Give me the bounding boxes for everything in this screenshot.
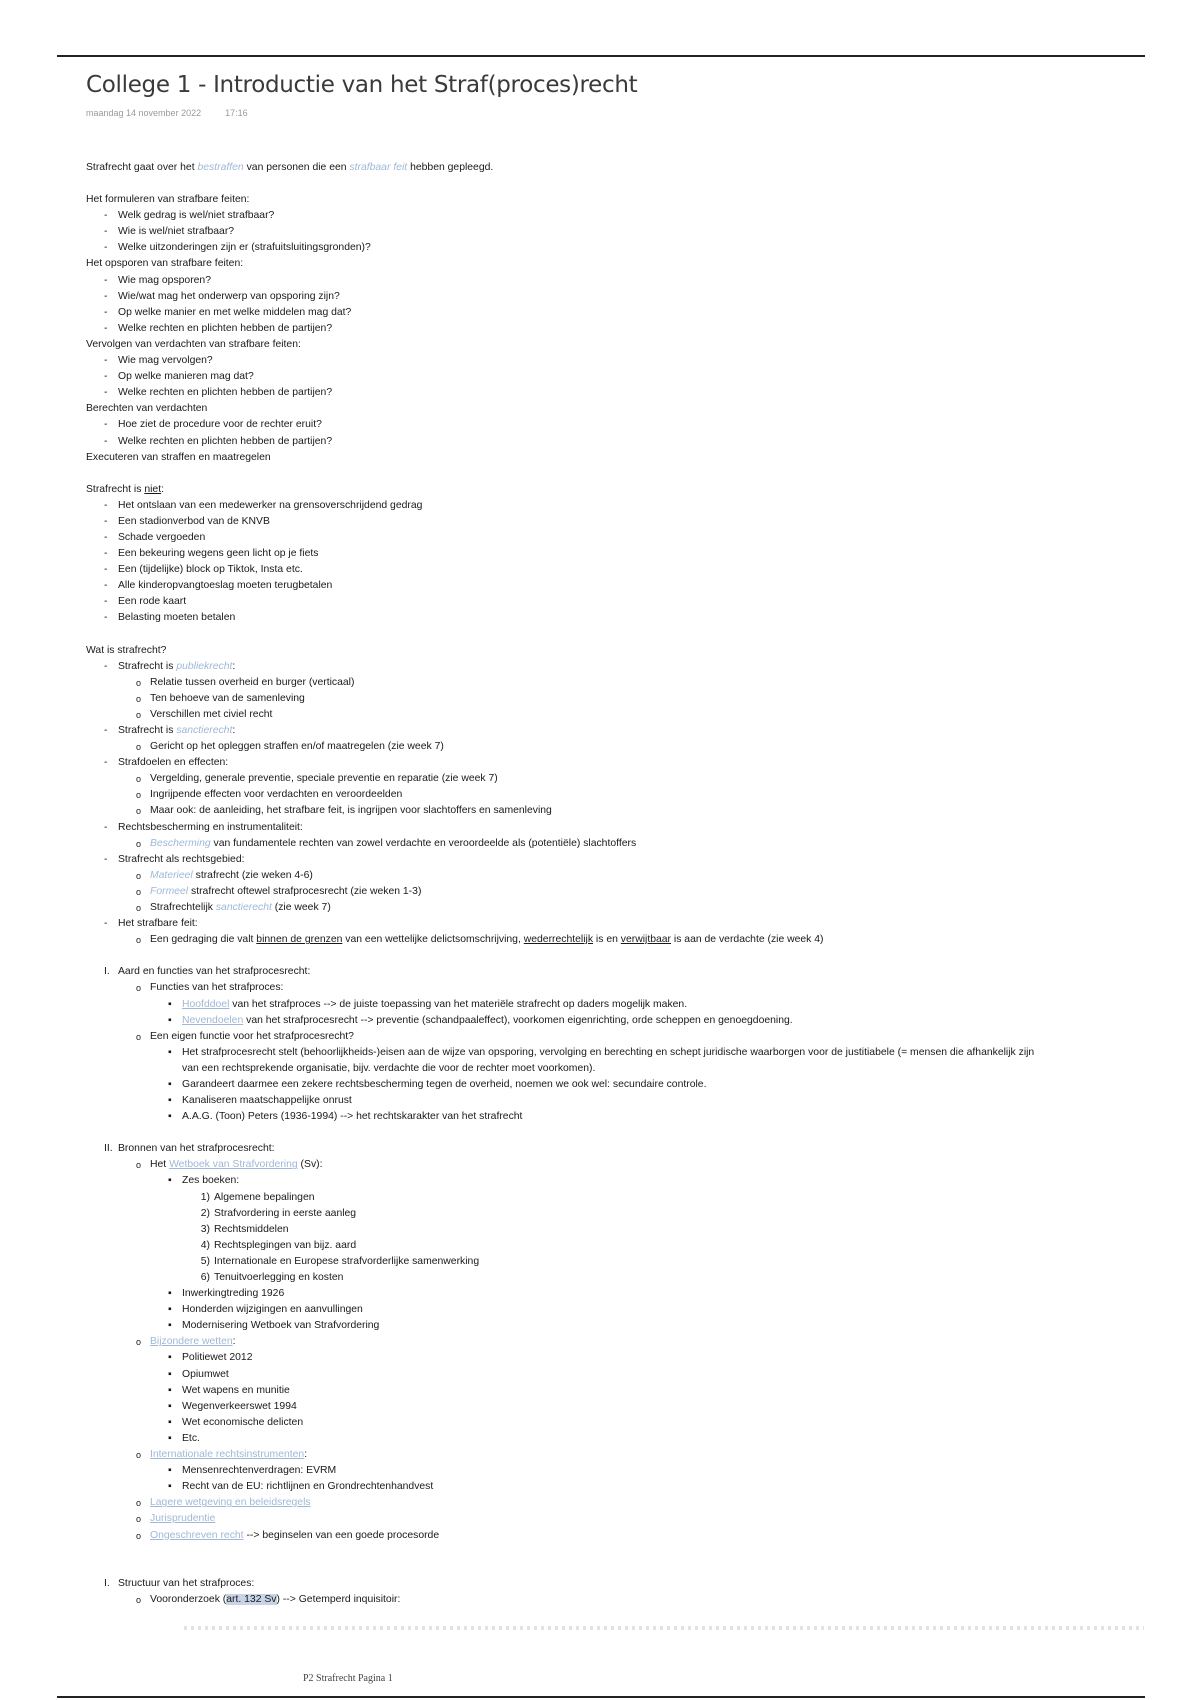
text-span: van het strafproces --> de juiste toepassing van het materiële strafrecht op daders mogelijk maken. [229, 998, 688, 1010]
list-item [86, 434, 1186, 450]
text-span: van een wettelijke delictsomschrijving, [342, 934, 524, 946]
text-span: Belasting moeten betalen [118, 612, 236, 624]
list-item [86, 514, 1186, 530]
bullet-marker: ▪ [168, 1304, 172, 1316]
list-item [86, 546, 1186, 562]
list-item [86, 208, 1186, 224]
text-span: Strafrecht gaat over het [86, 162, 198, 173]
bullet-marker: o [136, 742, 142, 753]
list-item [86, 1528, 1186, 1544]
note-date: maandag 14 november 2022 [86, 108, 202, 118]
list-item [86, 1495, 1186, 1511]
list-item [86, 1367, 1186, 1383]
list-item [86, 1173, 1186, 1189]
list-item [86, 723, 1186, 739]
list-item [86, 1383, 1186, 1399]
list-item [86, 594, 1186, 610]
text-span: Recht van de EU: richtlijnen en Grondrechtenhandvest [182, 1481, 434, 1493]
term-link[interactable]: Bijzondere wetten [150, 1336, 233, 1348]
list-item [86, 1190, 1186, 1206]
text-span: Welke rechten en plichten hebben de partijen? [118, 322, 333, 334]
bullet-marker: - [104, 515, 108, 527]
bullet-marker: - [104, 387, 108, 399]
bullet-marker: o [136, 1337, 142, 1348]
list-item [86, 1350, 1186, 1366]
paragraph [86, 256, 1186, 272]
term-link[interactable]: publiekrecht [176, 660, 233, 672]
bullet-marker: - [104, 821, 108, 833]
text-span: Aard en functies van het strafprocesrecht: [118, 966, 311, 978]
text-span: Wie is wel/niet strafbaar? [118, 226, 235, 238]
list-item [86, 1399, 1186, 1415]
faded-continuation-line [184, 1626, 1144, 1630]
bullet-marker: - [104, 242, 108, 254]
bottom-rule [57, 1696, 1145, 1698]
text-span: Inwerkingtreding 1926 [182, 1288, 285, 1300]
bullet-marker: 6) [200, 1272, 210, 1283]
list-item [86, 820, 1186, 836]
text-span: Politiewet 2012 [182, 1352, 253, 1364]
list-item [86, 417, 1186, 433]
highlighted-text: art. 132 Sv [226, 1593, 277, 1605]
paragraph [86, 450, 1186, 466]
text-span: Internationale en Europese strafvorderlijke samenwerking [214, 1255, 480, 1267]
text-span: Mensenrechtenverdragen: EVRM [182, 1465, 337, 1477]
text-span: Welk gedrag is wel/niet strafbaar? [118, 210, 275, 222]
list-item [86, 1479, 1186, 1495]
bullet-marker: o [136, 677, 142, 688]
bullet-marker: ▪ [168, 1400, 172, 1412]
list-item [86, 755, 1186, 771]
text-span: Wie mag vervolgen? [118, 355, 213, 367]
list-item [86, 1511, 1186, 1527]
bullet-marker: ▪ [168, 1320, 172, 1332]
bullet-marker: ▪ [168, 1416, 172, 1428]
text-span: Alle kinderopvangtoeslag moeten terugbetalen [118, 580, 333, 592]
text-span: : [161, 483, 164, 495]
text-span: Strafdoelen en effecten: [118, 757, 229, 769]
bullet-marker: o [136, 1594, 142, 1605]
list-item [86, 530, 1186, 546]
bullet-marker: - [104, 612, 108, 624]
list-item [86, 1286, 1186, 1302]
bullet-marker: o [136, 886, 142, 897]
text-span: Berechten van verdachten [86, 403, 208, 415]
bullet-marker: - [104, 355, 108, 367]
text-span: strafrecht (zie weken 4-6) [192, 869, 313, 881]
text-span: Kanaliseren maatschappelijke onrust [182, 1095, 352, 1107]
term-link[interactable]: Nevendoelen [182, 1014, 244, 1026]
list-item [86, 610, 1186, 626]
text-span: Maar ook: de aanleiding, het strafbare feit, is ingrijpen voor slachtoffers en samenleving [150, 805, 552, 817]
list-item [86, 659, 1186, 675]
blank-line [86, 1560, 1186, 1576]
paragraph [86, 192, 1186, 208]
bullet-marker: - [104, 210, 108, 222]
list-item [86, 900, 1186, 916]
term-link[interactable]: Ongeschreven recht [150, 1529, 244, 1541]
bullet-marker: o [136, 1530, 142, 1541]
bullet-marker: o [136, 790, 142, 801]
list-item [86, 691, 1186, 707]
text-span: Vooronderzoek ( [150, 1593, 227, 1605]
bullet-marker: - [104, 660, 108, 672]
bullet-marker: o [136, 983, 142, 994]
text-span: Wat is strafrecht? [86, 644, 167, 656]
list-item [86, 771, 1186, 787]
text-span: Strafrecht is [86, 483, 145, 495]
blank-line [86, 627, 1186, 643]
text-span: Opiumwet [182, 1368, 229, 1380]
bullet-marker: - [104, 290, 108, 302]
note-body [86, 160, 1186, 1608]
paragraph [86, 482, 1186, 498]
list-item [86, 1206, 1186, 1222]
note-time: 17:16 [225, 108, 248, 118]
term-link[interactable]: Jurisprudentie [150, 1513, 216, 1525]
list-item [86, 1238, 1186, 1254]
text-span: Gericht op het opleggen straffen en/of maatregelen (zie week 7) [150, 741, 444, 753]
text-span: Strafrecht is [118, 660, 177, 672]
bullet-marker: ▪ [168, 1352, 172, 1364]
bullet-marker: o [136, 693, 142, 704]
list-item [86, 1592, 1186, 1608]
bullet-marker: o [136, 903, 142, 914]
list-item [86, 803, 1186, 819]
text-span: Het ontslaan van een medewerker na grensoverschrijdend gedrag [118, 499, 423, 511]
blank-line [86, 1544, 1186, 1560]
list-item [86, 1077, 1186, 1093]
text-span: Een bekeuring wegens geen licht op je fiets [118, 548, 319, 560]
text-span: Strafrecht is [118, 725, 177, 736]
text-span: Wie mag opsporen? [118, 274, 211, 286]
text-span: (Sv): [297, 1159, 323, 1171]
list-item [86, 1109, 1186, 1125]
bullet-marker: - [104, 322, 108, 334]
bullet-marker: ▪ [168, 1078, 172, 1090]
term-link[interactable]: Wetboek van Strafvordering [169, 1159, 298, 1171]
text-span: Ingrijpende effecten voor verdachten en veroordeelden [150, 789, 403, 801]
bullet-marker: o [136, 870, 142, 881]
text-span: verwijtbaar [620, 934, 672, 946]
term-link[interactable]: Formeel [150, 885, 189, 897]
list-item [86, 305, 1186, 321]
text-span: Een rode kaart [118, 596, 187, 608]
list-item [86, 787, 1186, 803]
text-span: Rechtsplegingen van bijz. aard [214, 1239, 357, 1251]
text-span: Vervolgen van verdachten van strafbare feiten: [86, 338, 301, 350]
text-span: Het [150, 1159, 170, 1171]
list-item [86, 1415, 1186, 1431]
blank-line [86, 948, 1186, 964]
list-item [86, 980, 1186, 996]
text-span: Honderden wijzigingen en aanvullingen [182, 1304, 363, 1316]
list-item [86, 1463, 1186, 1479]
bullet-marker: 4) [200, 1239, 210, 1251]
list-item [86, 369, 1186, 385]
list-item [86, 1334, 1186, 1350]
text-span: Wie/wat mag het onderwerp van opsporing zijn? [118, 290, 340, 302]
bullet-marker: o [136, 838, 142, 849]
text-span: Wegenverkeerswet 1994 [182, 1400, 297, 1412]
text-span: Een gedraging die valt [150, 934, 257, 946]
term-link[interactable]: Internationale rechtsinstrumenten [150, 1449, 305, 1461]
list-item [86, 868, 1186, 884]
text-span: hebben gepleegd. [407, 162, 494, 173]
term-link[interactable]: sanctierecht [215, 902, 272, 914]
text-span: Relatie tussen overheid en burger (verticaal) [150, 676, 355, 688]
text-span: van een rechtsprekende organisatie, bijv. verdachte die voor de rechter moet voorkomen). [182, 1062, 596, 1074]
bullet-marker: - [104, 548, 108, 560]
list-item [86, 1254, 1186, 1270]
bullet-marker: ▪ [168, 1288, 172, 1300]
text-span: Hoe ziet de procedure voor de rechter eruit? [118, 419, 322, 431]
text-span: wederrechtelijk [523, 934, 594, 946]
text-span: Op welke manier en met welke middelen mag dat? [118, 306, 352, 318]
list-item [86, 836, 1186, 852]
list-item [86, 289, 1186, 305]
text-span: Zes boeken: [182, 1175, 240, 1187]
text-span: van het strafprocesrecht --> preventie (schandpaaleffect), voorkomen eigenrichting, orde scheppen en genoegdoening. [243, 1014, 793, 1026]
blank-line [86, 1125, 1186, 1141]
bullet-marker: ▪ [168, 1384, 172, 1396]
bullet-marker: - [104, 274, 108, 286]
text-span: ) --> Getemperd inquisitoir: [276, 1593, 401, 1605]
list-item [86, 675, 1186, 691]
bullet-marker: - [104, 226, 108, 238]
bullet-marker: - [104, 531, 108, 543]
text-span: Strafrechtelijk [150, 902, 216, 914]
text-span: : [232, 1336, 236, 1348]
bullet-marker: - [104, 564, 108, 576]
list-item [86, 1431, 1186, 1447]
bullet-marker: ▪ [168, 1046, 172, 1058]
bullet-marker: I. [104, 966, 110, 978]
paragraph [86, 643, 1186, 659]
text-span: Het opsporen van strafbare feiten: [86, 258, 244, 270]
text-span: Op welke manieren mag dat? [118, 371, 254, 383]
list-item [86, 1576, 1186, 1592]
text-span: : [304, 1449, 308, 1461]
text-span: Verschillen met civiel recht [150, 708, 273, 720]
bullet-marker: - [104, 596, 108, 608]
text-span: Algemene bepalingen [214, 1191, 315, 1203]
term-link[interactable]: Hoofddoel [182, 998, 230, 1010]
bullet-marker: - [104, 306, 108, 318]
bullet-marker: - [104, 419, 108, 431]
bullet-marker: 1) [200, 1191, 210, 1203]
text-span: Welke uitzonderingen zijn er (strafuitsluitingsgronden)? [118, 242, 371, 254]
top-rule [57, 55, 1145, 57]
bullet-marker: ▪ [168, 1175, 172, 1187]
text-span: is aan de verdachte (zie week 4) [671, 934, 824, 946]
list-item [86, 1447, 1186, 1463]
list-item [86, 224, 1186, 240]
text-span: binnen de grenzen [256, 934, 343, 946]
list-item [86, 932, 1186, 948]
text-span: : [232, 660, 236, 672]
text-span: van fundamentele rechten van zowel verdachte en veroordeelde als (potentiële) slachtoffers [210, 837, 637, 849]
text-span: Tenuitvoerlegging en kosten [214, 1272, 344, 1283]
bullet-marker: ▪ [168, 1368, 172, 1380]
bullet-marker: o [136, 709, 142, 720]
text-span: Ten behoeve van de samenleving [150, 692, 305, 704]
list-item [86, 353, 1186, 369]
list-item [86, 1270, 1186, 1286]
bullet-marker: o [136, 1450, 142, 1461]
text-span: Welke rechten en plichten hebben de partijen? [118, 387, 333, 399]
list-item [86, 273, 1186, 289]
bullet-marker: ▪ [168, 998, 172, 1010]
list-item [86, 1013, 1186, 1029]
bullet-marker: 3) [200, 1223, 210, 1235]
term-link[interactable]: sanctierecht [176, 725, 233, 736]
text-span: Schade vergoeden [118, 531, 206, 543]
text-span: Vergelding, generale preventie, speciale preventie en reparatie (zie week 7) [150, 773, 498, 785]
list-item [86, 1045, 1186, 1061]
list-item [86, 240, 1186, 256]
text-span: Wet economische delicten [182, 1416, 304, 1428]
text-span: is en [593, 934, 621, 946]
text-span: Een stadionverbod van de KNVB [118, 515, 270, 527]
list-item [86, 707, 1186, 723]
bullet-marker: - [104, 757, 108, 769]
paragraph [86, 337, 1186, 353]
text-span: Etc. [182, 1432, 200, 1444]
text-span: A.A.G. (Toon) Peters (1936-1994) --> het rechtskarakter van het strafrecht [182, 1111, 523, 1123]
bullet-marker: - [104, 435, 108, 447]
blank-line [86, 176, 1186, 192]
text-span: (zie week 7) [271, 902, 331, 914]
page-title: College 1 - Introductie van het Straf(proces)recht [86, 72, 638, 98]
bullet-marker: - [104, 725, 108, 736]
list-item [86, 1061, 1186, 1077]
text-span: Het formuleren van strafbare feiten: [86, 194, 250, 206]
bullet-marker: o [136, 806, 142, 817]
text-span: van personen die een [243, 162, 350, 173]
list-item [86, 1029, 1186, 1045]
text-span: Garandeert daarmee een zekere rechtsbescherming tegen de overheid, noemen we ook wel: secundaire controle. [182, 1078, 707, 1090]
text-span: : [232, 725, 236, 736]
bullet-marker: ▪ [168, 1095, 172, 1107]
bullet-marker: - [104, 918, 108, 930]
bullet-marker: o [136, 935, 142, 946]
list-item [86, 1141, 1186, 1157]
bullet-marker: o [136, 1160, 142, 1171]
text-span: niet [144, 483, 162, 495]
bullet-marker: - [104, 853, 108, 865]
bullet-marker: - [104, 371, 108, 383]
text-span: Het strafbare feit: [118, 918, 198, 930]
blank-line [86, 466, 1186, 482]
text-span: Wet wapens en munitie [182, 1384, 290, 1396]
bullet-marker: 5) [200, 1255, 210, 1267]
text-span: Rechtsbescherming en instrumentaliteit: [118, 821, 303, 833]
text-span: strafrecht oftewel strafprocesrecht (zie weken 1-3) [188, 885, 422, 897]
bullet-marker: ▪ [168, 1465, 172, 1477]
bullet-marker: - [104, 499, 108, 511]
note-meta [86, 108, 248, 118]
text-span: Strafvordering in eerste aanleg [214, 1207, 357, 1219]
text-span: Modernisering Wetboek van Strafvordering [182, 1320, 380, 1332]
paragraph [86, 401, 1186, 417]
text-span: Strafrecht als rechtsgebied: [118, 853, 245, 865]
text-span: Een eigen functie voor het strafprocesrecht? [150, 1030, 354, 1042]
text-span: Rechtsmiddelen [214, 1223, 289, 1235]
term-link[interactable]: Materieel [150, 869, 193, 881]
bullet-marker: o [136, 1514, 142, 1525]
bullet-marker: o [136, 774, 142, 785]
list-item [86, 385, 1186, 401]
list-item [86, 884, 1186, 900]
list-item [86, 1093, 1186, 1109]
bullet-marker: ▪ [168, 1111, 172, 1123]
bullet-marker: ▪ [168, 1481, 172, 1493]
list-item [86, 1157, 1186, 1173]
text-span: Structuur van het strafproces: [118, 1577, 255, 1589]
text-span: Welke rechten en plichten hebben de partijen? [118, 435, 333, 447]
list-item [86, 852, 1186, 868]
text-span: Het strafprocesrecht stelt (behoorlijkheids-)eisen aan de wijze van opsporing, vervolging en berechting en schept juridische waarborgen voor de justitiabele (= mensen die afhankelijk zijn [182, 1046, 1035, 1058]
list-item [86, 578, 1186, 594]
list-item [86, 498, 1186, 514]
paragraph [86, 160, 1186, 176]
bullet-marker: ▪ [168, 1014, 172, 1026]
bullet-marker: II. [104, 1143, 113, 1155]
list-item [86, 562, 1186, 578]
text-span: Executeren van straffen en maatregelen [86, 451, 271, 463]
bullet-marker: I. [104, 1577, 110, 1589]
list-item [86, 997, 1186, 1013]
list-item [86, 1302, 1186, 1318]
list-item [86, 1222, 1186, 1238]
bullet-marker: ▪ [168, 1432, 172, 1444]
term-link[interactable]: Bescherming [150, 837, 211, 849]
list-item [86, 916, 1186, 932]
bullet-marker: o [136, 1498, 142, 1509]
list-item [86, 321, 1186, 337]
bullet-marker: - [104, 580, 108, 592]
text-span: Functies van het strafproces: [150, 982, 284, 994]
list-item [86, 739, 1186, 755]
list-item [86, 964, 1186, 980]
term-link[interactable]: strafbaar feit [349, 162, 408, 173]
bullet-marker: 2) [200, 1207, 210, 1219]
text-span: Bronnen van het strafprocesrecht: [118, 1143, 275, 1155]
bullet-marker: o [136, 1031, 142, 1042]
list-item [86, 1318, 1186, 1334]
text-span: --> beginselen van een goede procesorde [243, 1529, 440, 1541]
page-footer: P2 Strafrecht Pagina 1 [303, 1673, 393, 1684]
term-link[interactable]: bestraffen [197, 162, 244, 173]
text-span: Een (tijdelijke) block op Tiktok, Insta etc. [118, 564, 303, 576]
term-link[interactable]: Lagere wetgeving en beleidsregels [150, 1497, 311, 1509]
